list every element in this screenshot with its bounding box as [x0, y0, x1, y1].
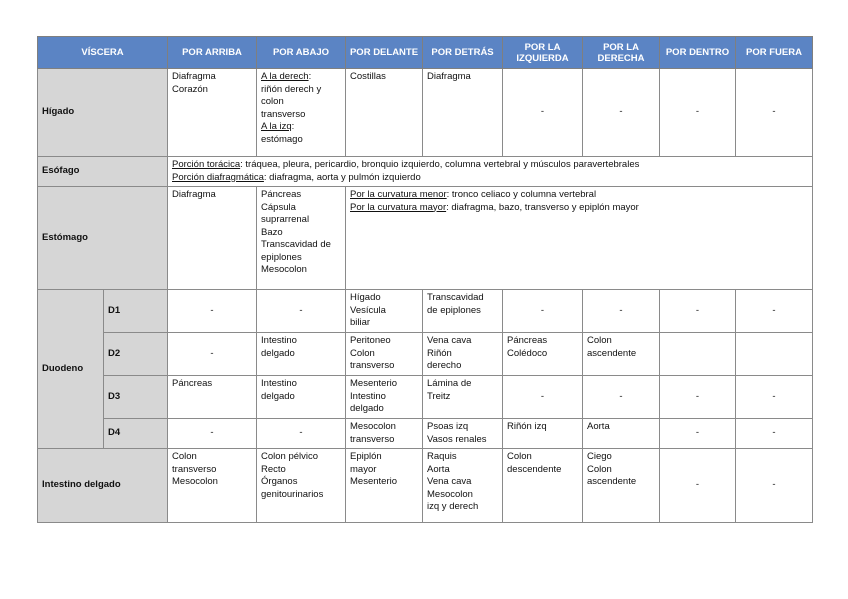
d4-dentro: -	[660, 419, 736, 449]
d1-detras	[423, 290, 503, 333]
cell-line: Hígado	[350, 292, 381, 303]
cell-line: Colédoco	[507, 347, 548, 359]
d2-arriba: -	[168, 333, 257, 376]
d1-arriba: -	[168, 290, 257, 333]
intestino-dentro: -	[660, 449, 736, 523]
intestino-izquierda	[503, 449, 583, 523]
relation-text: : diafragma, bazo, transverso y epiplón mayor	[446, 201, 639, 213]
cell-line: riñón derech y	[261, 83, 322, 95]
header-viscera: VÍSCERA	[38, 37, 168, 69]
cell-line: Ciego	[587, 451, 612, 462]
relation-text: : tráquea, pleura, pericardio, bronquio izquierdo, columna vertebral y músculos paravertebrales	[240, 159, 640, 170]
cell-line: Aorta	[427, 463, 450, 475]
intestino-delante	[346, 449, 423, 523]
header-arriba: POR ARRIBA	[168, 37, 257, 69]
underlined-label: Por la curvatura menor	[350, 189, 447, 200]
cell-line	[261, 121, 341, 134]
cell-line: Vesícula	[350, 304, 386, 316]
label-esofago: Esófago	[38, 157, 168, 187]
d4-delante	[346, 419, 423, 449]
row-intestino-delgado	[38, 449, 813, 523]
estomago-curvaturas	[346, 187, 813, 290]
header-izquierda: POR LA IZQUIERDA	[503, 37, 583, 69]
header-dentro: POR DENTRO	[660, 37, 736, 69]
cell-line: Mesocolon	[427, 488, 473, 500]
d3-dentro: -	[660, 376, 736, 419]
d4-abajo: -	[257, 419, 346, 449]
d2-izquierda	[503, 333, 583, 376]
d3-abajo	[257, 376, 346, 419]
estomago-arriba: Diafragma	[168, 187, 257, 290]
cell-line: Cápsula	[261, 201, 296, 213]
d2-abajo	[257, 333, 346, 376]
cell-line: Mesocolon	[261, 264, 307, 275]
d2-delante	[346, 333, 423, 376]
cell-line: Epiplón	[350, 451, 382, 462]
cell-line: Intestino	[261, 335, 297, 346]
d1-izquierda: -	[503, 290, 583, 333]
d1-abajo: -	[257, 290, 346, 333]
header-derecha: POR LA DERECHA	[583, 37, 660, 69]
cell-line: Transcavidad	[427, 292, 484, 303]
cell-line: delgado	[261, 390, 295, 402]
header-delante: POR DELANTE	[346, 37, 423, 69]
row-estomago	[38, 187, 813, 290]
cell-line: transverso	[350, 360, 395, 371]
d3-arriba: Páncreas	[168, 376, 257, 419]
label-intestino-delgado: Intestino delgado	[38, 449, 168, 523]
underlined-label: A la derech	[261, 71, 309, 82]
cell-line: descendente	[507, 463, 562, 475]
label-estomago: Estómago	[38, 187, 168, 290]
d2-dentro	[660, 333, 736, 376]
d4-arriba: -	[168, 419, 257, 449]
cell-line: Vasos renales	[427, 433, 487, 445]
d1-fuera: -	[736, 290, 813, 333]
header-row	[38, 37, 813, 69]
cell-line: Peritoneo	[350, 335, 391, 346]
cell-line: Psoas izq	[427, 421, 469, 432]
cell-line: Colon	[507, 451, 532, 462]
label-duodeno: Duodeno	[38, 290, 104, 449]
cell-line: Vena cava	[427, 335, 472, 346]
cell-line: Intestino	[350, 390, 386, 402]
label-d3: D3	[104, 376, 168, 419]
d1-derecha: -	[583, 290, 660, 333]
header-fuera: POR FUERA	[736, 37, 813, 69]
label-higado: Hígado	[38, 69, 168, 157]
cell-line: delgado	[261, 347, 295, 359]
intestino-detras	[423, 449, 503, 523]
header-abajo: POR ABAJO	[257, 37, 346, 69]
underlined-label: Por la curvatura mayor	[350, 201, 447, 213]
row-duodeno-d3	[38, 376, 813, 419]
row-duodeno-d4	[38, 419, 813, 449]
cell-line: Colon	[172, 451, 197, 462]
cell-line: Raquis	[427, 451, 457, 462]
underlined-label: Porción torácica	[172, 159, 241, 170]
d3-detras	[423, 376, 503, 419]
cell-line: transverso	[261, 108, 306, 120]
row-esofago	[38, 157, 813, 187]
label-d1: D1	[104, 290, 168, 333]
cell-line	[172, 159, 808, 172]
row-higado	[38, 69, 813, 157]
intestino-derecha	[583, 449, 660, 523]
cell-line: Corazón	[172, 83, 208, 95]
d4-izquierda: Riñón izq	[503, 419, 583, 449]
label-separator: :	[308, 71, 312, 82]
underlined-label: Porción diafragmática	[172, 171, 264, 183]
cell-line: de epiplones	[427, 304, 481, 316]
row-duodeno-d2	[38, 333, 813, 376]
cell-line: Colon	[587, 463, 612, 475]
label-d2: D2	[104, 333, 168, 376]
higado-delante: Costillas	[346, 69, 423, 157]
d2-detras	[423, 333, 503, 376]
cell-line: derecho	[427, 360, 462, 371]
higado-detras: Diafragma	[423, 69, 503, 157]
cell-line: Riñón	[427, 347, 452, 359]
cell-line: Vena cava	[427, 476, 472, 487]
underlined-label: A la izq	[261, 121, 292, 132]
label-d4: D4	[104, 419, 168, 449]
cell-line: Colon	[350, 347, 375, 359]
d1-dentro: -	[660, 290, 736, 333]
d1-delante	[346, 290, 423, 333]
cell-line: Páncreas	[261, 189, 302, 200]
cell-line: Bazo	[261, 226, 283, 238]
estomago-abajo	[257, 187, 346, 290]
cell-line: Mesocolon	[350, 421, 396, 432]
d3-delante	[346, 376, 423, 419]
cell-line: Mesocolon	[172, 476, 218, 487]
higado-dentro: -	[660, 69, 736, 157]
cell-line: Intestino	[261, 378, 297, 389]
cell-line: Órganos	[261, 476, 298, 487]
cell-line: suprarrenal	[261, 214, 310, 225]
higado-derecha: -	[583, 69, 660, 157]
cell-line: mayor	[350, 463, 377, 475]
cell-line: Mesenterio	[350, 476, 398, 487]
cell-line: biliar	[350, 317, 371, 328]
header-detras: POR DETRÁS	[423, 37, 503, 69]
d3-derecha: -	[583, 376, 660, 419]
cell-line: ascendente	[587, 347, 637, 359]
d3-izquierda: -	[503, 376, 583, 419]
anatomy-relations-table	[37, 36, 813, 523]
relation-text: : diafragma, aorta y pulmón izquierdo	[263, 171, 421, 183]
cell-line: epiplones	[261, 251, 302, 263]
cell-line: delgado	[350, 403, 384, 414]
d3-fuera: -	[736, 376, 813, 419]
cell-line: Colon pélvico	[261, 451, 319, 462]
d4-derecha: Aorta	[583, 419, 660, 449]
cell-line: izq y derech	[427, 501, 479, 512]
higado-abajo	[257, 69, 346, 157]
cell-line: colon	[261, 96, 284, 107]
higado-fuera: -	[736, 69, 813, 157]
cell-line: Lámina de	[427, 378, 472, 389]
higado-izquierda: -	[503, 69, 583, 157]
d4-detras	[423, 419, 503, 449]
d4-fuera: -	[736, 419, 813, 449]
higado-arriba	[168, 69, 257, 157]
row-duodeno-d1	[38, 290, 813, 333]
cell-line: Diafragma	[172, 71, 216, 82]
cell-line: Colon	[587, 335, 612, 346]
cell-line: transverso	[350, 433, 395, 445]
cell-line: Mesenterio	[350, 378, 398, 389]
cell-line	[350, 202, 808, 215]
cell-line: Treitz	[427, 390, 451, 402]
intestino-abajo	[257, 449, 346, 523]
cell-line: Transcavidad de	[261, 239, 331, 250]
relation-text: : tronco celiaco y columna vertebral	[446, 189, 597, 200]
d2-fuera	[736, 333, 813, 376]
cell-line: Páncreas	[507, 335, 548, 346]
cell-line	[172, 172, 808, 185]
label-separator: :	[291, 121, 295, 132]
intestino-fuera: -	[736, 449, 813, 523]
cell-line	[261, 71, 341, 84]
cell-line: ascendente	[587, 476, 637, 487]
esofago-relations	[168, 157, 813, 187]
cell-line: transverso	[172, 463, 217, 475]
cell-line: genitourinarios	[261, 488, 324, 500]
d2-derecha	[583, 333, 660, 376]
intestino-arriba	[168, 449, 257, 523]
cell-line: Recto	[261, 463, 286, 475]
cell-line	[350, 189, 808, 202]
cell-line: estómago	[261, 133, 303, 145]
